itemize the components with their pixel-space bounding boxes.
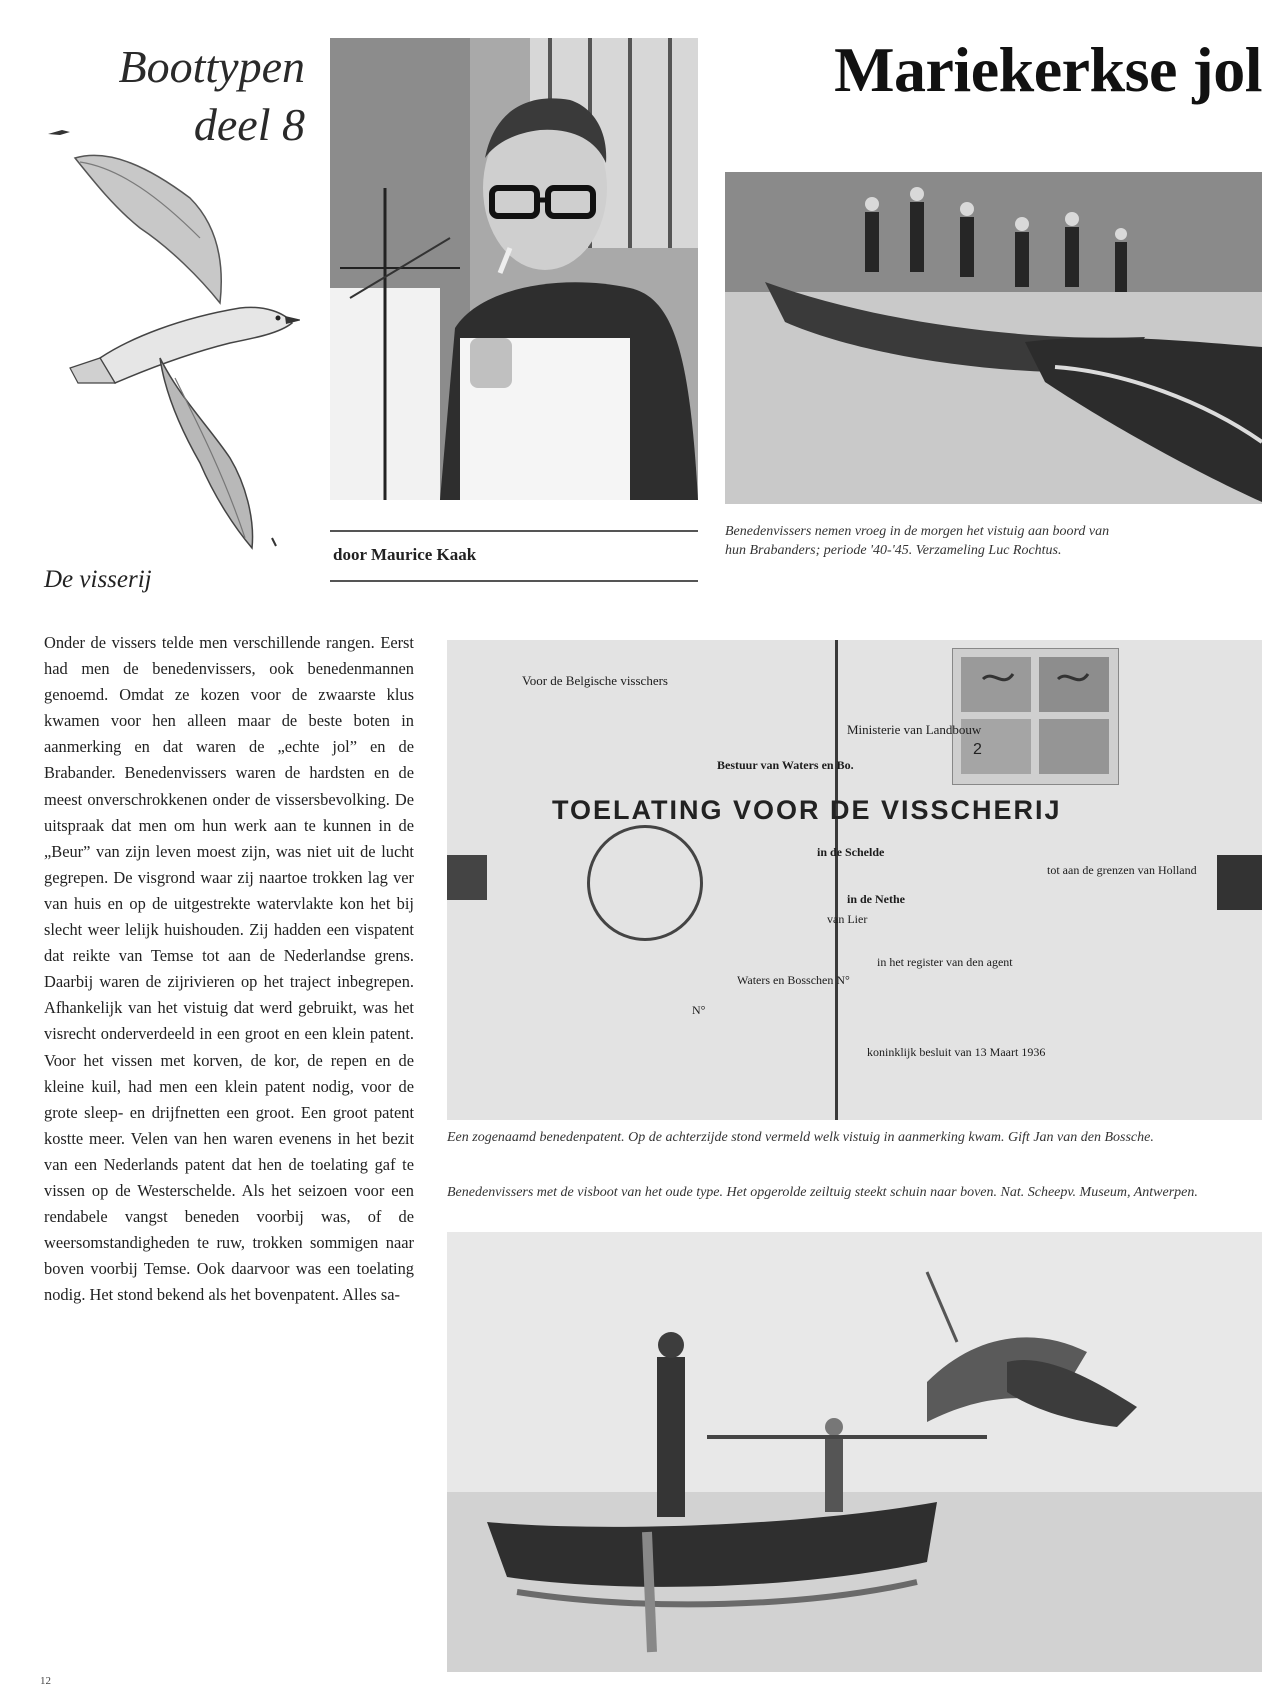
portrait-photo (330, 38, 698, 500)
permit-line-nethe: in de Nethe (847, 892, 905, 906)
permit-stamps (952, 648, 1119, 785)
permit-edge-mark-right (1217, 855, 1262, 910)
permit-line-ministry: Ministerie van Landbouw (847, 722, 982, 737)
permit-line-belgian: Voor de Belgische visschers (522, 673, 668, 688)
permit-line-decree: koninklijk besluit van 13 Maart 1936 (867, 1045, 1046, 1059)
article-body-text: Onder de vissers telde men verschillende rangen. Eerst had men de benedenvissers, ook benedenmannen genoemd. Omdat ze kozen voor de zwaarste klus kwamen voor hen alleen maar de beste boten in aanmerking en dat waren de „echte jol” en de Brabander. Benedenvissers waren de hardsten en de meest onverschrokkenen onder de vissersbevolking. De uitspraak dat men om hun werk aan te kunnen in de „Beur” van zijn leven moest zijn, was niet uit de lucht gegrepen. De visgrond waar zij naartoe trokken lag ver van huis en op de uitgestrekte watervlakte kon het bij slecht weer lelijk huishouden. Zij hadden een vispatent dat reikte van Temse tot aan de Nederlandse grens. Daarbij waren de zijrivieren op het traject inbegrepen. Afhankelijk van het vistuig dat werd gebruikt, was het visrecht onderverdeeld in een groot en een klein patent. Voor het vissen met korven, de kor, de repen en de kleine kuil, had men een klein patent nodig, voor de grote sleep- en drijfnetten een groot. Een groot patent kostte meer. Velen van hen waren evenens in het bezit van een Nederlands patent dat hen de toelating gaf te vissen op de Westerschelde. Als het seizoen voor een rendabele vangst beneden voorbij was, of de weersomstandigheden te ruw, trokken sommigen naar boven voorbij Temse. Ook daarvoor was een toelating nodig. Het stond bekend als het bovenpatent. Alles sa- (44, 633, 414, 1305)
byline-bottom-rule (330, 580, 698, 582)
byline-top-rule (330, 530, 698, 532)
beach-fishermen-photo (725, 172, 1262, 504)
svg-text:2: 2 (973, 741, 982, 758)
permit-line-lier: van Lier (827, 912, 868, 926)
permit-line-waters: Waters en Bosschen N° (737, 973, 850, 987)
permit-line-hollande: tot aan de grenzen van Holland (1047, 863, 1197, 877)
permit-line-no: N° (692, 1003, 706, 1017)
fishing-permit (447, 640, 1262, 1120)
byline: door Maurice Kaak (333, 545, 477, 564)
series-title-line2: deel 8 (193, 99, 305, 150)
permit-postmark (587, 825, 703, 941)
permit-line-register: in het register van den agent (877, 955, 1013, 969)
series-title-line1: Boottypen (118, 41, 305, 92)
permit-edge-mark-left (447, 855, 487, 900)
beach-photo-caption: Benedenvissers nemen vroeg in de morgen het vistuig aan boord van hun Brabanders; periode '40-'45. Verzameling Luc Rochtus. (725, 524, 1110, 558)
section-label: De visserij (44, 566, 152, 593)
fishermen-photo-caption: Benedenvissers met de visboot van het oude type. Het opgerolde zeiltuig steekt schuin naar boven. Nat. Scheepv. Museum, Antwerpen. (447, 1185, 1198, 1200)
page-number: 12 (40, 1675, 51, 1687)
headline: Mariekerkse jol (834, 34, 1262, 105)
seagull-illustration (40, 128, 300, 558)
permit-line-schelde: in de Schelde (817, 845, 885, 859)
permit-title: TOELATING VOOR DE VISSCHERIJ (552, 795, 1062, 825)
permit-fold-line (835, 640, 838, 1120)
fishermen-boat-photo (447, 1232, 1262, 1672)
permit-line-bestuur: Bestuur van Waters en Bo. (717, 758, 854, 772)
permit-caption: Een zogenaamd benedenpatent. Op de achterzijde stond vermeld welk vistuig in aanmerking kwam. Gift Jan van den Bossche. (447, 1130, 1154, 1145)
